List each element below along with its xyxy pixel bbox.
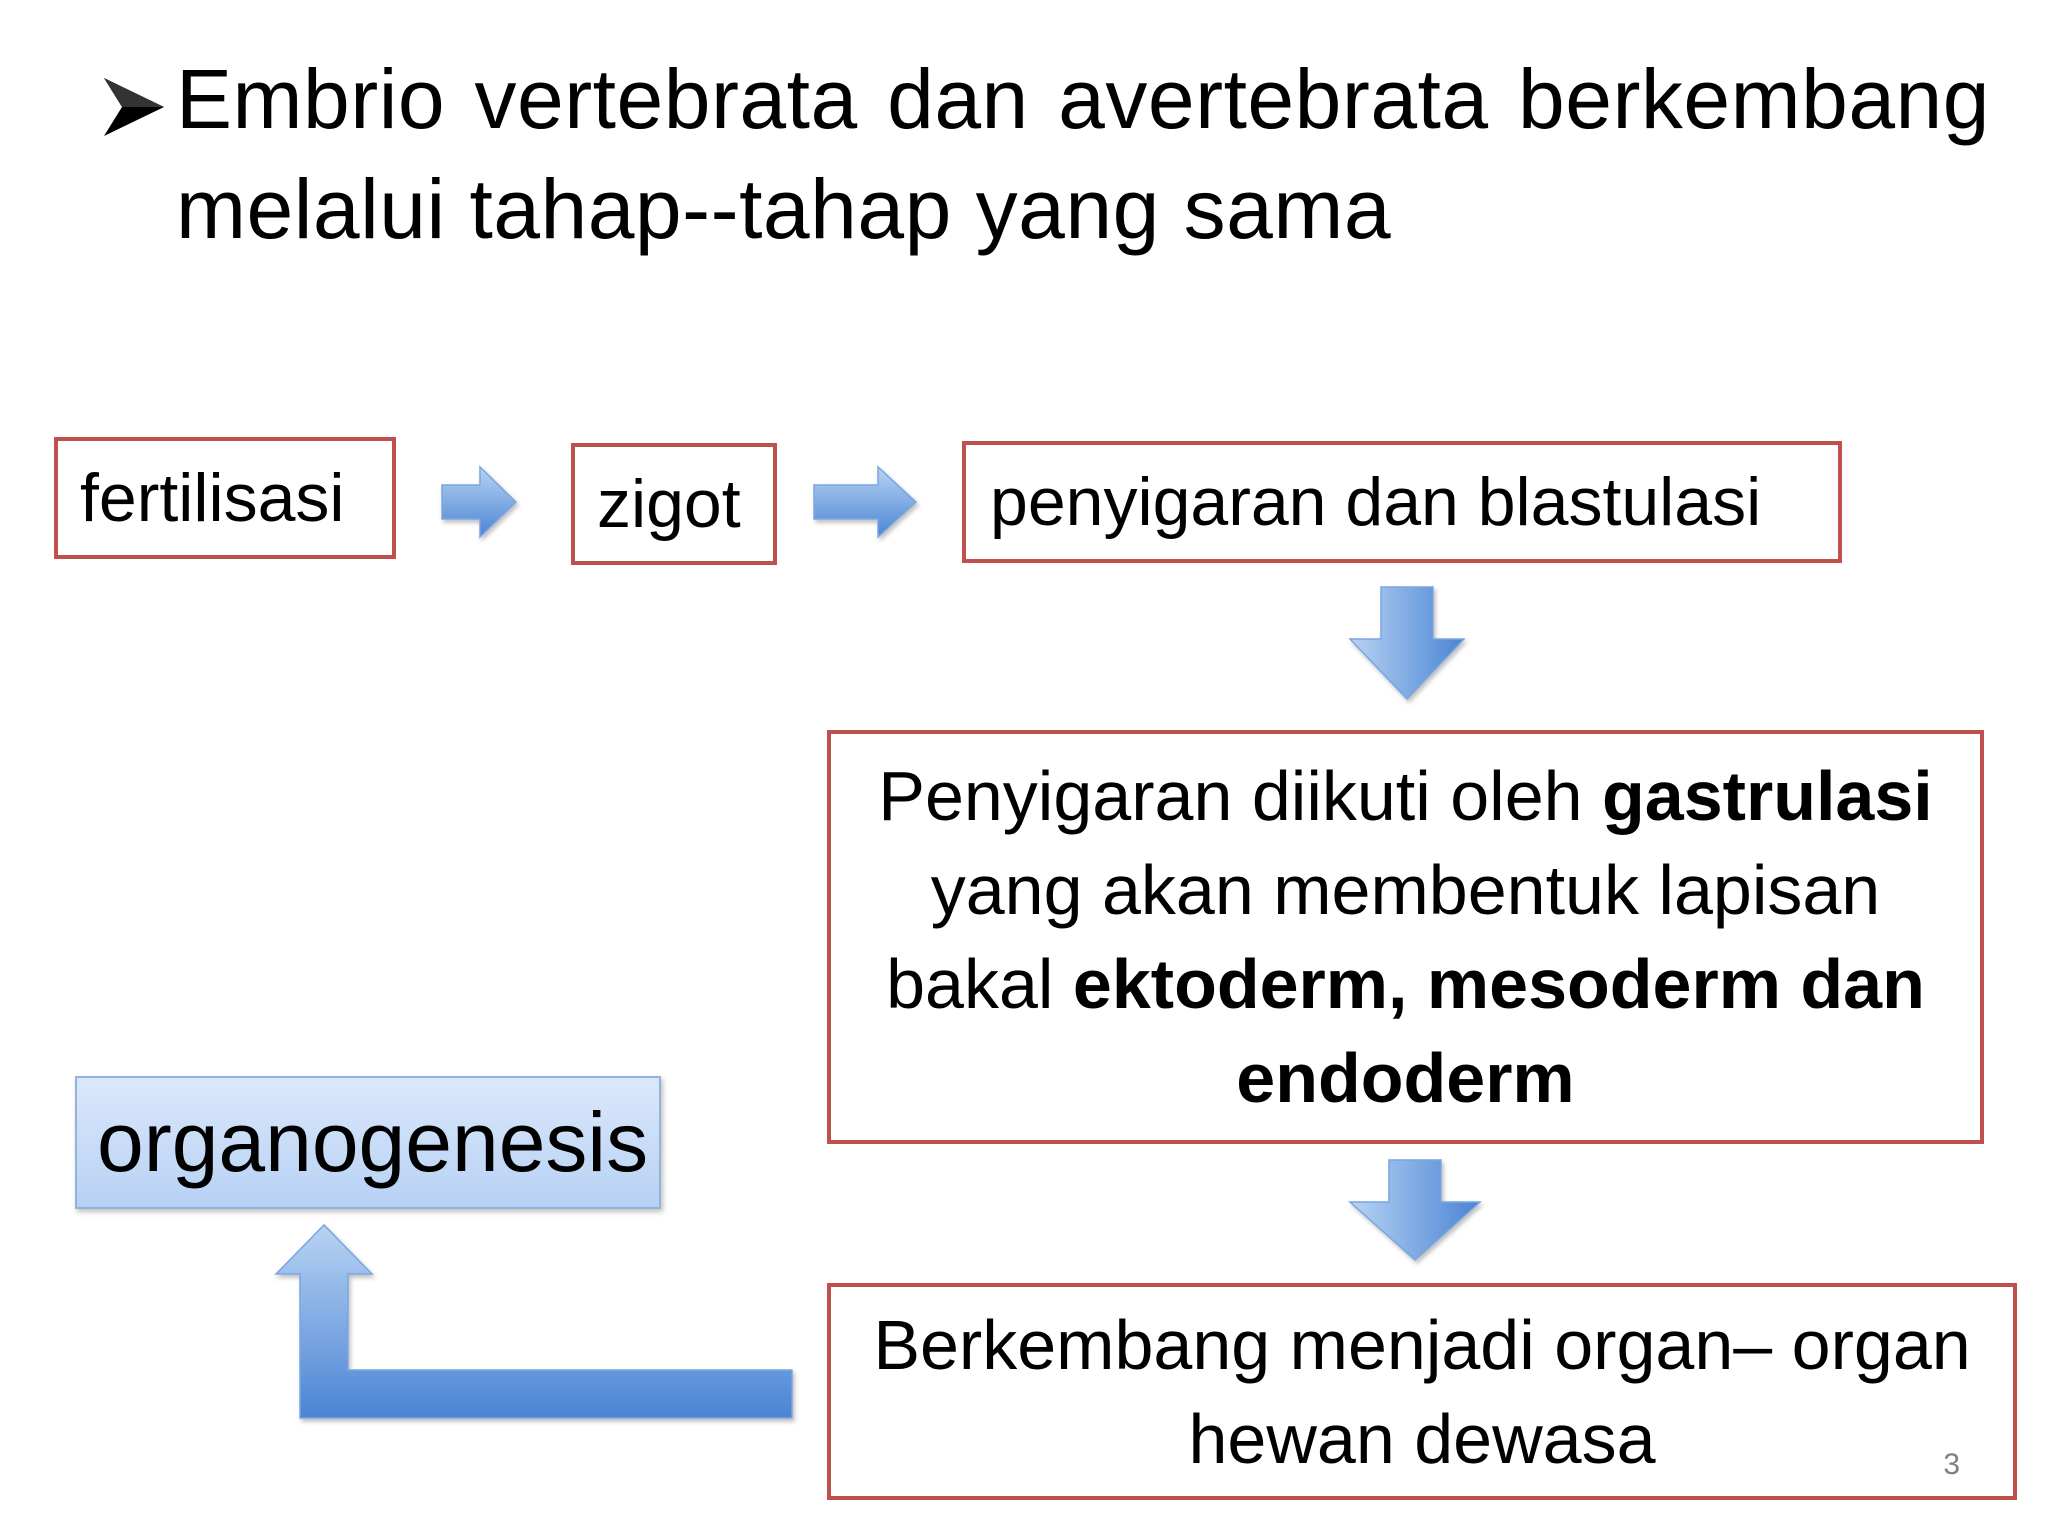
arrowhead-bullet-icon bbox=[100, 44, 176, 154]
step-penyigaran-label: penyigaran dan blastulasi bbox=[990, 463, 1762, 540]
page-number: 3 bbox=[1943, 1448, 1960, 1481]
step-fertilisasi-box bbox=[54, 437, 396, 559]
step-gastrulasi-box bbox=[827, 730, 1984, 1144]
step-zigot-label: zigot bbox=[597, 465, 741, 542]
heading-text: Embrio vertebrata dan avertebrata berkembang melalui tahap--tahap yang sama bbox=[176, 52, 1990, 256]
step-berkembang-text: Berkembang menjadi organ– organ hewan dewasa bbox=[873, 1305, 1971, 1478]
down-arrow-icon bbox=[1348, 1158, 1482, 1264]
step-fertilisasi-label: fertilisasi bbox=[80, 459, 345, 536]
organogenesis-label: organogenesis bbox=[97, 1095, 649, 1189]
elbow-up-arrow-icon bbox=[272, 1222, 804, 1428]
down-arrow-icon bbox=[1348, 585, 1466, 703]
gastrulasi-text-part1: Penyigaran diikuti oleh bbox=[878, 757, 1603, 835]
step-gastrulasi-text bbox=[851, 749, 1960, 1125]
gastrulasi-term: gastrulasi bbox=[1602, 757, 1933, 835]
step-berkembang-box bbox=[827, 1283, 2017, 1500]
step-penyigaran-box bbox=[962, 441, 1842, 563]
germ-layers-term: ektoderm, mesoderm dan endoderm bbox=[1072, 945, 1925, 1117]
step-zigot-box bbox=[571, 443, 777, 565]
right-arrow-icon bbox=[812, 463, 918, 541]
gastrulasi-text-part3: yang akan membentuk lapisan bakal bbox=[886, 851, 1881, 1023]
right-arrow-icon bbox=[440, 463, 518, 541]
organogenesis-box bbox=[75, 1076, 661, 1209]
slide-heading bbox=[100, 44, 1990, 264]
